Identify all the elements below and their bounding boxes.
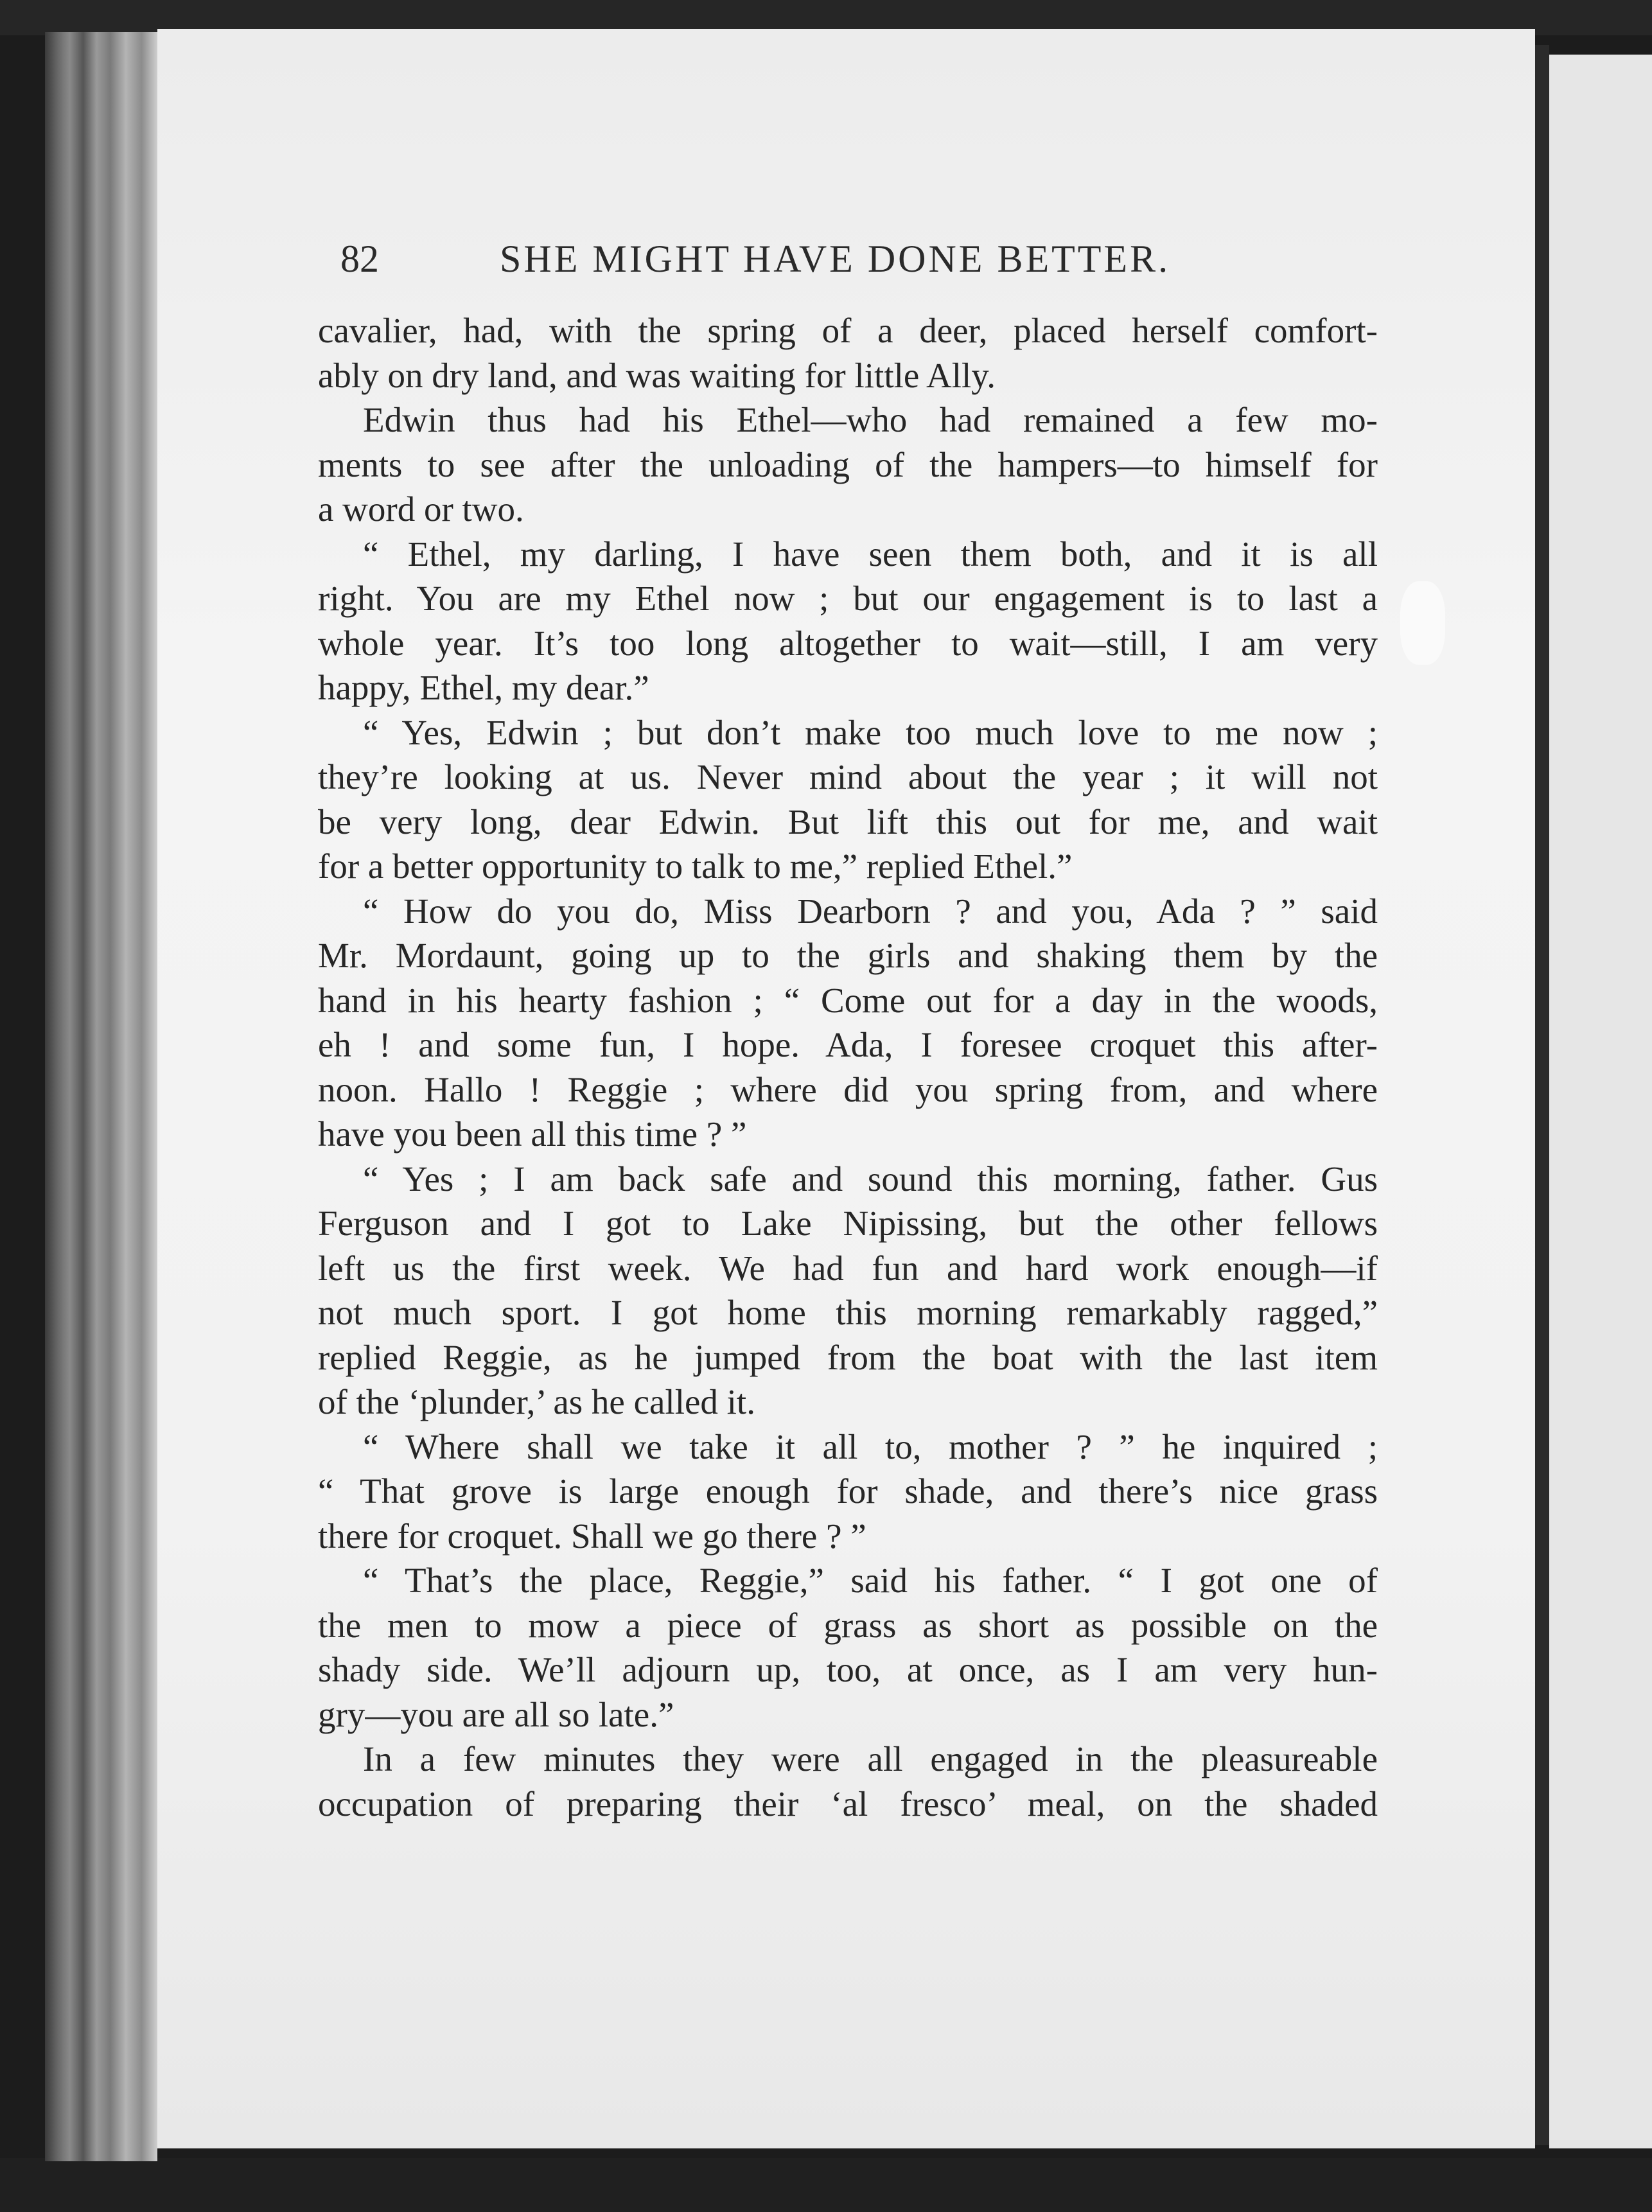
text-line: happy, Ethel, my dear.” xyxy=(318,668,649,707)
scan-bottom-border xyxy=(0,2158,1652,2212)
text-line: have you been all this time ? ” xyxy=(318,1114,747,1154)
text-line: “ Yes, Edwin ; but don’t make too much love to me now ; xyxy=(363,712,1378,752)
page-gutter xyxy=(1535,45,1549,2145)
text-line: Ferguson and I got to Lake Nipissing, but the other fellows xyxy=(318,1204,1378,1243)
running-head xyxy=(340,230,1561,288)
text-line: they’re looking at us. Never mind about the year ; it will not xyxy=(318,757,1378,796)
text-line: whole year. It’s too long altogether to wait—still, I am very xyxy=(318,623,1378,663)
text-line: there for croquet. Shall we go there ? ” xyxy=(318,1516,866,1556)
text-line: the men to mow a piece of grass as short as possible on the xyxy=(318,1605,1378,1645)
text-line: ments to see after the unloading of the hampers—to himself for xyxy=(318,444,1378,484)
text-line: cavalier, had, with the spring of a deer, placed herself comfort- xyxy=(318,311,1378,350)
text-line: “ Where shall we take it all to, mother ? ” he inquired ; xyxy=(363,1426,1378,1466)
text-line: “ Ethel, my darling, I have seen them both, and it is all xyxy=(363,534,1378,574)
text-line: gry—you are all so late.” xyxy=(318,1694,674,1734)
text-line: be very long, dear Edwin. But lift this out for me, and wait xyxy=(318,802,1378,841)
text-line: for a better opportunity to talk to me,” replied Ethel.” xyxy=(318,847,1073,886)
text-line: ably on dry land, and was waiting for little Ally. xyxy=(318,355,996,395)
text-line: hand in his hearty fashion ; “ Come out for a day in the woods, xyxy=(318,980,1378,1020)
text-line: Edwin thus had his Ethel—who had remained a few mo- xyxy=(363,400,1378,439)
text-line: replied Reggie, as he jumped from the boat with the last item xyxy=(318,1337,1378,1377)
text-line: eh ! and some fun, I hope. Ada, I foresee croquet this after- xyxy=(318,1025,1378,1064)
text-line: shady side. We’ll adjourn up, too, at once, as I am very hun- xyxy=(318,1650,1378,1689)
text-line: Mr. Mordaunt, going up to the girls and shaking them by the xyxy=(318,936,1378,975)
text-line: right. You are my Ethel now ; but our engagement is to last a xyxy=(318,579,1378,618)
text-line: noon. Hallo ! Reggie ; where did you spring from, and where xyxy=(318,1069,1378,1109)
text-line: left us the first week. We had fun and hard work enough—if xyxy=(318,1248,1378,1288)
text-line: occupation of preparing their ‘al fresco’ meal, on the shaded xyxy=(318,1784,1378,1823)
text-line: a word or two. xyxy=(318,489,524,529)
paper-blemish xyxy=(1400,581,1445,665)
facing-page-edge xyxy=(1549,55,1652,2148)
text-line: “ That’s the place, Reggie,” said his father. “ I got one of xyxy=(363,1561,1378,1600)
book-title: SHE MIGHT HAVE DONE BETTER. xyxy=(500,238,1171,280)
text-line: of the ‘plunder,’ as he called it. xyxy=(318,1382,755,1421)
text-line: “ That grove is large enough for shade, and there’s nice grass xyxy=(318,1471,1378,1511)
text-line: “ Yes ; I am back safe and sound this morning, father. Gus xyxy=(363,1159,1378,1198)
text-line: not much sport. I got home this morning remarkably ragged,” xyxy=(318,1293,1378,1332)
body-text xyxy=(318,308,1378,1826)
book-spine-page-edges xyxy=(45,32,157,2161)
text-line: “ How do you do, Miss Dearborn ? and you, Ada ? ” said xyxy=(363,891,1378,931)
page-number: 82 xyxy=(340,238,379,280)
text-line: In a few minutes they were all engaged in the pleasureable xyxy=(363,1739,1378,1778)
